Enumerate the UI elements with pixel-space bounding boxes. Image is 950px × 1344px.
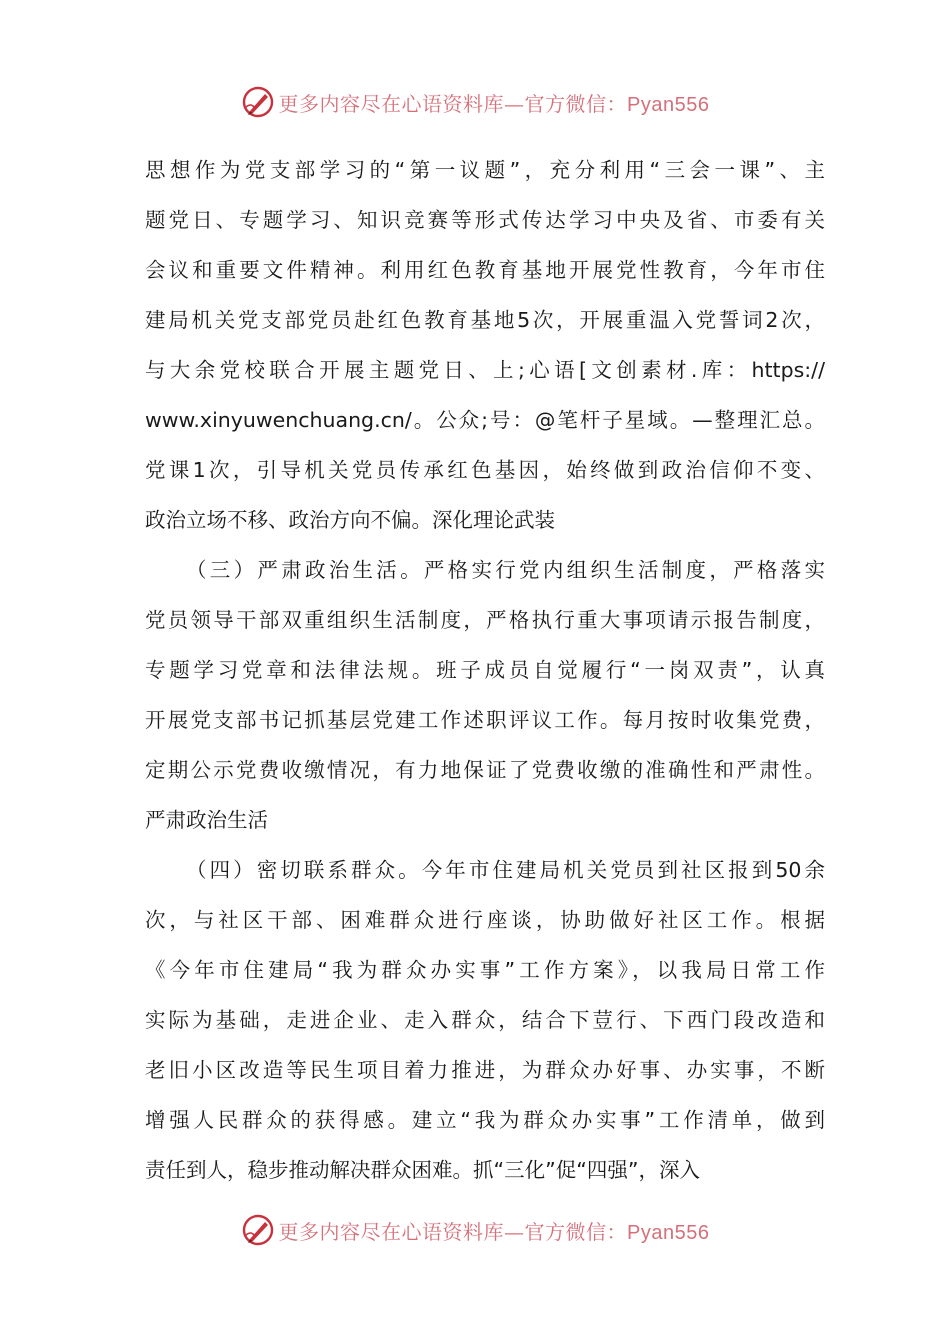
watermark-text-cn: 更多内容尽在心语资料库—官方微信： bbox=[278, 1219, 628, 1244]
paragraph-line: 责任到人，稳步推动解决群众困难。抓“三化”促“四强”，深入 bbox=[145, 1158, 700, 1182]
paragraph-line: 定期公示党费收缴情况，有力地保证了党费收缴的准确性和严肃性。 bbox=[145, 758, 825, 782]
paragraph-line: www.xinyuwenchuang.cn/。公众;号：@笔杆子星域。—整理汇总。 bbox=[145, 408, 825, 432]
watermark-text-latin: Pyan556 bbox=[627, 1221, 710, 1244]
paragraph-line: 思想作为党支部学习的“第一议题”，充分利用“三会一课”、主 bbox=[145, 158, 825, 182]
watermark-text bbox=[279, 88, 710, 117]
paragraph-line: 会议和重要文件精神。利用红色教育基地开展党性教育，今年市住 bbox=[145, 258, 825, 282]
paragraph-line: 建局机关党支部党员赴红色教育基地5次，开展重温入党誓词2次， bbox=[145, 308, 825, 332]
paragraph-line: 题党日、专题学习、知识竞赛等形式传达学习中央及省、市委有关 bbox=[145, 208, 825, 232]
watermark-text-cn: 更多内容尽在心语资料库—官方微信： bbox=[278, 91, 628, 116]
paragraph-line: 党课1次，引导机关党员传承红色基因，始终做到政治信仰不变、 bbox=[145, 458, 825, 482]
paragraph bbox=[145, 145, 825, 545]
paragraph-line: 老旧小区改造等民生项目着力推进，为群众办好事、办实事，不断 bbox=[145, 1058, 825, 1082]
pen-logo-icon bbox=[241, 85, 275, 119]
footer-watermark bbox=[0, 1210, 950, 1250]
paragraph-line: 政治立场不移、政治方向不偏。深化理论武装 bbox=[145, 508, 555, 532]
watermark-text bbox=[279, 1216, 710, 1245]
paragraph-line: 开展党支部书记抓基层党建工作述职评议工作。每月按时收集党费， bbox=[145, 708, 825, 732]
paragraph-line: （三）严肃政治生活。严格实行党内组织生活制度，严格落实 bbox=[186, 558, 825, 582]
header-watermark bbox=[0, 82, 950, 122]
watermark-text-latin: Pyan556 bbox=[627, 93, 710, 116]
paragraph-line: 实际为基础，走进企业、走入群众，结合下荳行、下西门段改造和 bbox=[145, 1008, 825, 1032]
paragraph-line: 增强人民群众的获得感。建立“我为群众办实事”工作清单，做到 bbox=[145, 1108, 825, 1132]
paragraph-line: 专题学习党章和法律法规。班子成员自觉履行“一岗双责”，认真 bbox=[145, 658, 825, 682]
paragraph-line: （四）密切联系群众。今年市住建局机关党员到社区报到50余 bbox=[186, 858, 825, 882]
document-body bbox=[145, 145, 825, 1195]
paragraph bbox=[145, 545, 825, 845]
paragraph-line: 党员领导干部双重组织生活制度，严格执行重大事项请示报告制度， bbox=[145, 608, 825, 632]
paragraph-line: 与大余党校联合开展主题党日、上;心语[文创素材.库：https:// bbox=[145, 358, 825, 382]
paragraph-line: 严肃政治生活 bbox=[145, 808, 268, 832]
paragraph-line: 次，与社区干部、困难群众进行座谈，协助做好社区工作。根据 bbox=[145, 908, 825, 932]
paragraph-line: 《今年市住建局“我为群众办实事”工作方案》，以我局日常工作 bbox=[145, 958, 825, 982]
paragraph bbox=[145, 845, 825, 1195]
pen-logo-icon bbox=[241, 1213, 275, 1247]
